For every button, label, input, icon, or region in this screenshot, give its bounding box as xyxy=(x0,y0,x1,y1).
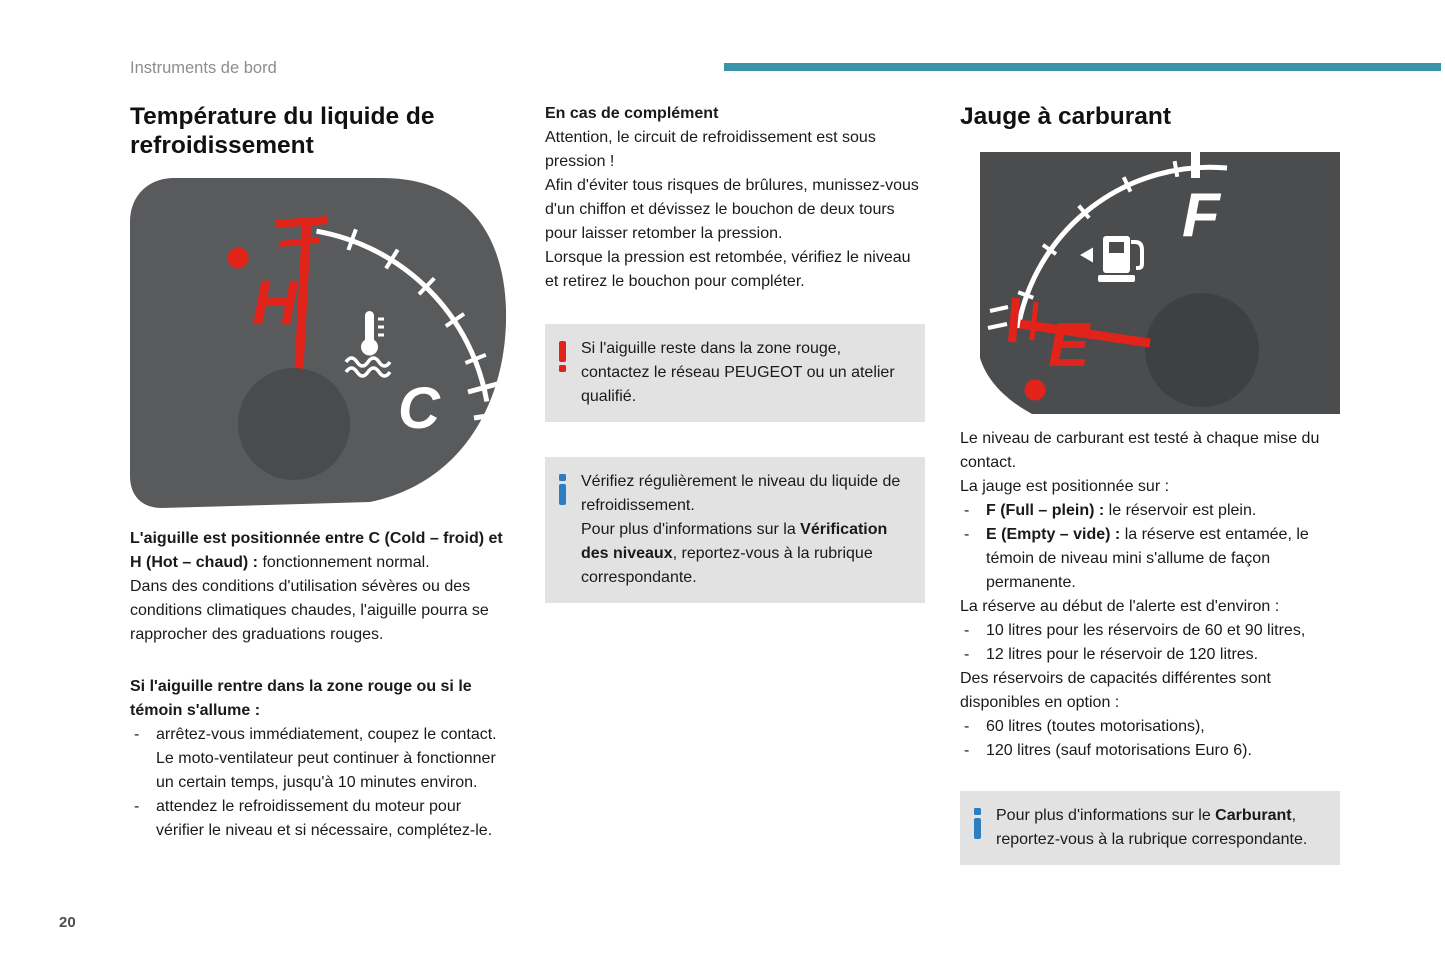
coolant-info-note xyxy=(545,457,925,603)
header-accent-bar xyxy=(724,63,1441,71)
gauge-hub xyxy=(238,368,350,480)
fuel-paragraph-options: Des réservoirs de capacités différentes sont disponibles en option : xyxy=(960,670,1271,711)
bullet-dash: - xyxy=(964,646,970,663)
capacity-bullet-120 xyxy=(960,739,1340,763)
fuel-section xyxy=(960,102,1340,865)
coolant-p1-bold: L'aiguille est positionnée entre C (Cold – froid) et H (Hot – chaud) : xyxy=(130,530,503,571)
coolant-info-note-text xyxy=(581,470,901,590)
full-desc: le réservoir est plein. xyxy=(1108,502,1257,519)
empty-term: E (Empty – vide) : xyxy=(986,526,1121,543)
bullet-dash: - xyxy=(964,502,970,519)
empty-desc: la réserve est entamée, le témoin de niveau mini s'allume de façon permanente. xyxy=(986,526,1309,591)
fuel-paragraph-reserve: La réserve au début de l'alerte est d'environ : xyxy=(960,598,1280,615)
bullet-dash: - xyxy=(964,622,970,639)
reserve-bullet-60-90 xyxy=(960,619,1340,643)
reserve-bullet-120 xyxy=(960,643,1340,667)
fuel-info-post: , reportez-vous à la rubrique correspondante. xyxy=(996,807,1308,848)
hot-label: H xyxy=(252,268,298,338)
coolant-paragraph-normal xyxy=(130,527,510,575)
info-note-line2-pre: Pour plus d'informations sur la xyxy=(581,521,801,538)
info-icon xyxy=(969,804,986,852)
fuel-gauge-figure xyxy=(980,152,1340,414)
gauge-hub xyxy=(1145,293,1259,407)
refill-paragraph-pressure: Attention, le circuit de refroidissement est sous pression ! xyxy=(545,129,876,170)
coolant-warning-heading: Si l'aiguille rentre dans la zone rouge ou si le témoin s'allume : xyxy=(130,678,472,719)
bullet-text: arrêtez-vous immédiatement, coupez le contact. Le moto-ventilateur peut continuer à fonctionner un certain temps, jusqu'à 10 minutes environ. xyxy=(156,726,497,791)
refill-paragraph-check: Lorsque la pression est retombée, vérifiez le niveau et retirez le bouchon pour compléter. xyxy=(545,249,911,290)
bullet-text: 10 litres pour les réservoirs de 60 et 90 litres, xyxy=(986,622,1306,639)
fuel-info-note-text xyxy=(996,804,1316,852)
full-label: F xyxy=(1182,181,1220,250)
fuel-paragraph-position: La jauge est positionnée sur : xyxy=(960,478,1170,495)
coolant-title: Température du liquide de refroidissement xyxy=(130,103,435,159)
info-note-line2-post: , reportez-vous à la rubrique correspondante. xyxy=(581,545,873,586)
warning-note xyxy=(545,324,925,422)
bullet-dash: - xyxy=(964,742,970,759)
coolant-section xyxy=(130,102,510,865)
empty-label: E xyxy=(1048,311,1090,380)
warning-icon xyxy=(554,337,571,409)
full-major-tick xyxy=(1191,152,1200,178)
coolant-paragraph-severe: Dans des conditions d'utilisation sévères ou des conditions climatiques chaudes, l'aiguille pourra se rapprocher des graduations rouges. xyxy=(130,578,489,643)
fuel-warning-lamp-icon xyxy=(1025,380,1046,401)
bullet-text xyxy=(986,499,1340,523)
info-icon xyxy=(554,470,571,590)
warning-note-text: Si l'aiguille reste dans la zone rouge, contactez le réseau PEUGEOT ou un atelier qualifié. xyxy=(581,340,895,405)
bullet-dash: - xyxy=(964,526,970,543)
bullet-text: 12 litres pour le réservoir de 120 litres. xyxy=(986,646,1259,663)
fuel-info-note xyxy=(960,791,1340,865)
bullet-dash: - xyxy=(964,718,970,735)
coolant-gauge-figure xyxy=(130,178,508,508)
refill-section xyxy=(545,102,925,865)
bullet-dash: - xyxy=(134,726,140,743)
fuel-paragraph-test: Le niveau de carburant est testé à chaque mise du contact. xyxy=(960,430,1320,471)
bullet-text: 120 litres (sauf motorisations Euro 6). xyxy=(986,742,1252,759)
page-number: 20 xyxy=(59,914,76,931)
cold-label: C xyxy=(398,376,440,441)
fuel-bullet-empty xyxy=(960,523,1340,595)
refill-heading: En cas de complément xyxy=(545,105,719,122)
fuel-info-pre: Pour plus d'informations sur le xyxy=(996,807,1216,824)
fuel-info-bold: Carburant xyxy=(1215,807,1292,824)
bullet-dash: - xyxy=(134,798,140,815)
refill-paragraph-burns: Afin d'éviter tous risques de brûlures, munissez-vous d'un chiffon et dévissez le bouchon de deux tours pour laisser retomber la pression. xyxy=(545,177,919,242)
bullet-text xyxy=(986,523,1340,595)
capacity-bullet-60 xyxy=(960,715,1340,739)
fuel-bullet-full xyxy=(960,499,1340,523)
coolant-p1-rest: fonctionnement normal. xyxy=(262,554,430,571)
bullet-text: attendez le refroidissement du moteur pour vérifier le niveau et si nécessaire, complétez-le. xyxy=(156,798,493,839)
coolant-bullet-stop xyxy=(130,723,510,795)
content-columns xyxy=(130,102,1342,865)
fuel-title: Jauge à carburant xyxy=(960,103,1172,130)
fuel-gauge-illustration xyxy=(980,152,1340,414)
section-header: Instruments de bord xyxy=(130,59,277,77)
coolant-gauge-illustration xyxy=(130,178,508,508)
info-note-line2-bold: Vérification des niveaux xyxy=(581,521,888,562)
coolant-warning-lamp-icon xyxy=(228,248,249,269)
bullet-text: 60 litres (toutes motorisations), xyxy=(986,718,1205,735)
info-note-line1: Vérifiez régulièrement le niveau du liquide de refroidissement. xyxy=(581,473,901,514)
full-term: F (Full – plein) : xyxy=(986,502,1105,519)
coolant-bullet-wait xyxy=(130,795,510,843)
